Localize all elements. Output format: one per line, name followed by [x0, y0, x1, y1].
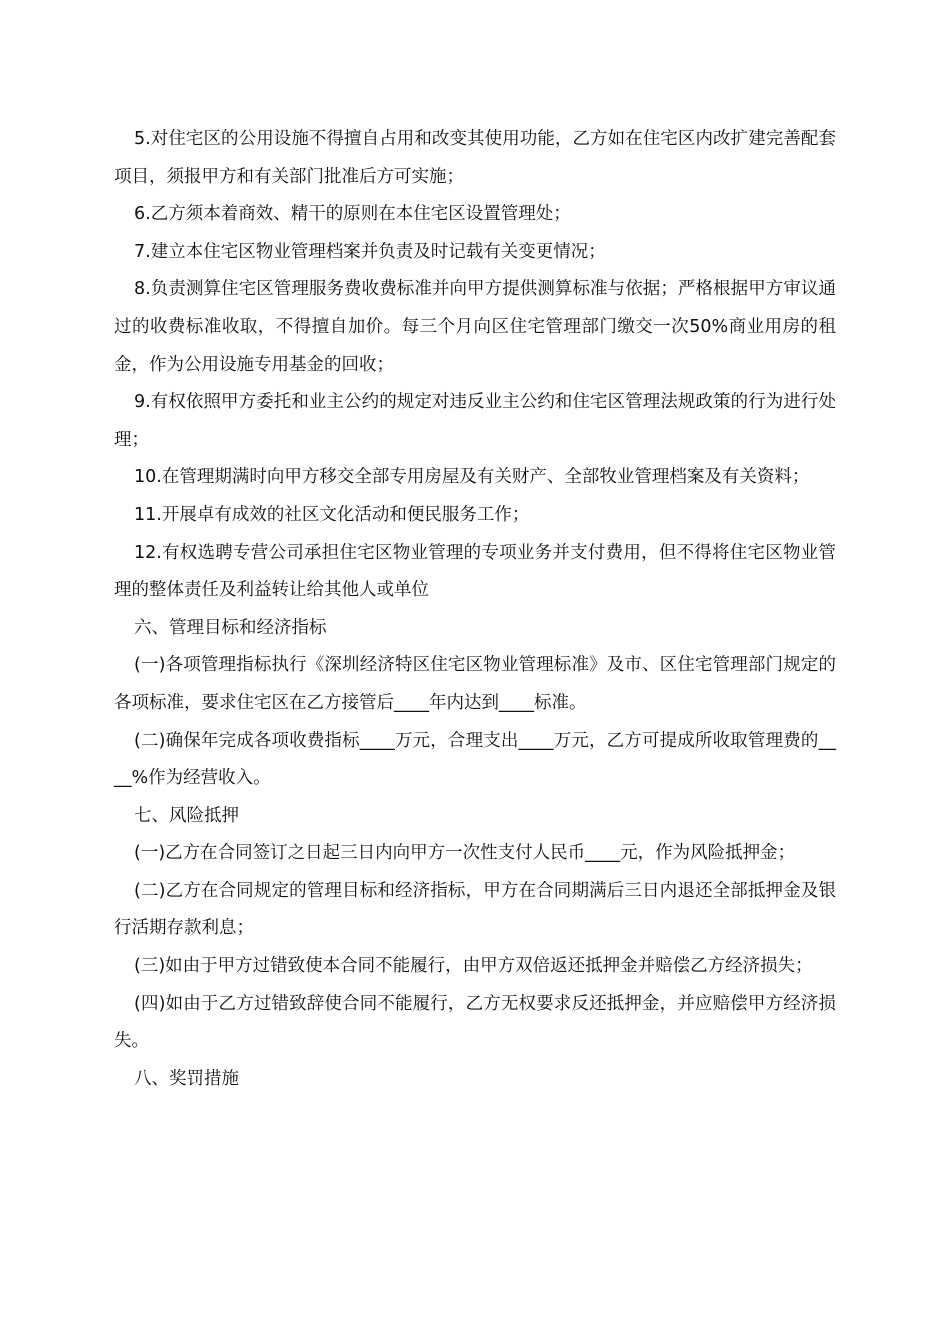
document-body [114, 121, 836, 1098]
clause-5: 5.对住宅区的公用设施不得擅自占用和改变其使用功能，乙方如在住宅区内改扩建完善配套项目，须报甲方和有关部门批准后方可实施； [114, 129, 836, 187]
section-heading-8: 八、奖罚措施 [134, 1068, 239, 1089]
clause-11: 11.开展卓有成效的社区文化活动和便民服务工作； [134, 504, 530, 525]
section-heading-7: 七、风险抵押 [134, 805, 239, 826]
clause-10: 10.在管理期满时向甲方移交全部专用房屋及有关财产、全部牧业管理档案及有关资料； [134, 467, 810, 488]
section-7-item-3: (三)如由于甲方过错致使本合同不能履行，由甲方双倍返还抵押金并赔偿乙方经济损失； [134, 956, 813, 977]
section-7-item-2: (二)乙方在合同规定的管理目标和经济指标，甲方在合同期满后三日内退还全部抵押金及银行活期存款利息； [114, 880, 836, 939]
section-6-item-1: (一)各项管理指标执行《深圳经济特区住宅区物业管理标准》及市、区住宅管理部门规定的各项标准，要求住宅区在乙方接管后____年内达到____标准。 [114, 655, 836, 713]
section-7-item-4: (四)如由于乙方过错致辞使合同不能履行，乙方无权要求反还抵押金，并应赔偿甲方经济损失。 [114, 993, 836, 1052]
clause-6: 6.乙方须本着商效、精干的原则在本住宅区设置管理处； [134, 204, 571, 225]
section-6-item-2: (二)确保年完成各项收费指标____万元，合理支出____万元，乙方可提成所收取管理费的____%作为经营收入。 [114, 730, 836, 789]
section-7-item-1: (一)乙方在合同签订之日起三日内向甲方一次性支付人民币____元，作为风险抵押金； [134, 843, 796, 864]
clause-7: 7.建立本住宅区物业管理档案并负责及时记载有关变更情况； [134, 241, 606, 262]
clause-8: 8.负责测算住宅区管理服务费收费标准并向甲方提供测算标准与依据；严格根据甲方审议通过的收费标准收取，不得擅自加价。每三个月向区住宅管理部门缴交一次50%商业用房的租金，作为公用设施专用基金的回收； [114, 279, 836, 375]
section-heading-6: 六、管理目标和经济指标 [134, 617, 327, 638]
clause-9: 9.有权依照甲方委托和业主公约的规定对违反业主公约和住宅区管理法规政策的行为进行处理； [114, 392, 836, 450]
clause-12: 12.有权选聘专营公司承担住宅区物业管理的专项业务并支付费用，但不得将住宅区物业管理的整体责任及利益转让给其他人或单位 [114, 542, 836, 601]
